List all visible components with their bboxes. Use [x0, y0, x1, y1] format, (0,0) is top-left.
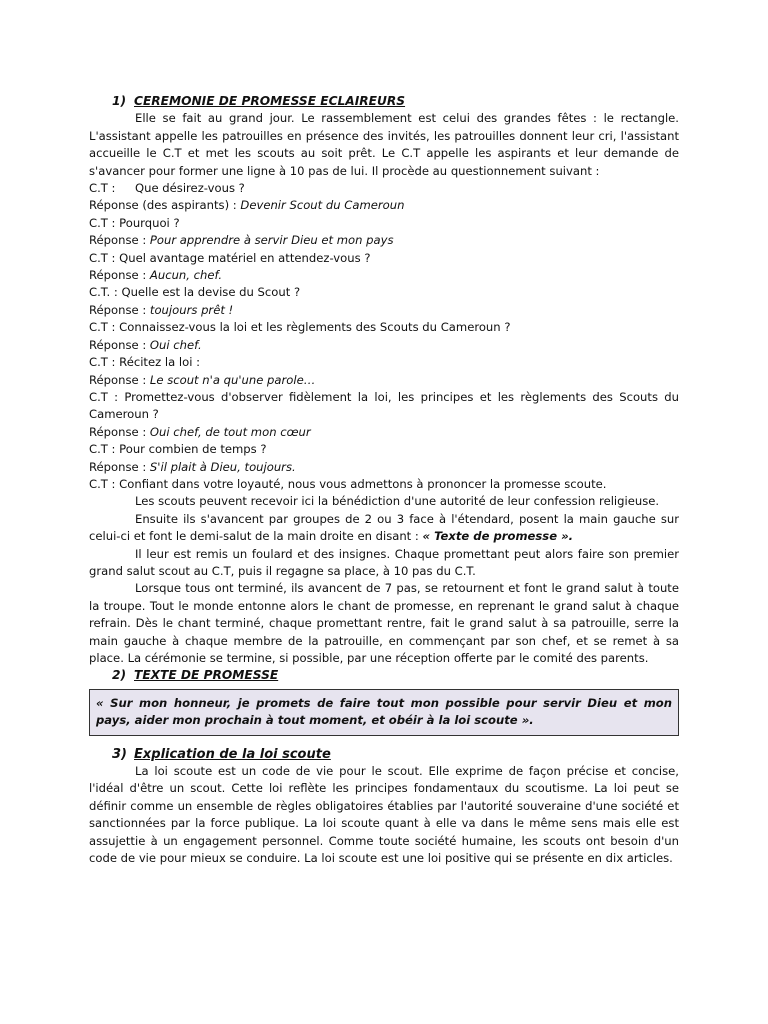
section-heading-ceremonie: [112, 93, 679, 110]
dialogue-speaker: Réponse :: [89, 268, 147, 283]
dialogue-text: S'il plait à Dieu, toujours.: [149, 459, 296, 474]
etendard-text: Ensuite ils s'avancent par groupes de 2 ou 3 face à l'étendard, posent la main gauche sur celui-ci et font le demi-salut de la main droite en disant :: [89, 511, 679, 544]
dialogue-line: [89, 441, 679, 458]
dialogue-line: [89, 215, 679, 232]
dialogue-speaker: Réponse :: [89, 337, 147, 352]
dialogue-line: [89, 232, 679, 249]
dialogue-line: [89, 250, 679, 267]
dialogue-speaker: Réponse (des aspirants) :: [89, 198, 237, 213]
section-heading-explication: [112, 746, 679, 763]
dialogue-line: [89, 476, 679, 493]
dialogue-line: [89, 372, 679, 389]
dialogue-speaker: C.T :: [89, 250, 116, 265]
dialogue-speaker: C.T. :: [89, 285, 118, 300]
section-number: 1): [112, 94, 127, 108]
section-heading-texte-promesse: [112, 667, 679, 684]
dialogue-line: [89, 459, 679, 476]
dialogue-line: [89, 197, 679, 214]
dialogue-text: Devenir Scout du Cameroun: [240, 198, 405, 213]
dialogue-text: Pourquoi ?: [119, 215, 180, 230]
section-number: 3): [112, 746, 127, 762]
dialogue-speaker: C.T :: [89, 355, 116, 370]
dialogue-speaker: Réponse :: [89, 372, 147, 387]
foulard-paragraph: Il leur est remis un foulard et des insignes. Chaque promettant peut alors faire son premier grand salut scout au C.T, puis il regagne sa place, à 10 pas du C.T.: [89, 546, 679, 578]
dialogue-speaker: Réponse :: [89, 233, 147, 248]
document-page: [89, 93, 679, 867]
dialogue-list: [89, 180, 679, 493]
etendard-bold-text: « Texte de promesse ».: [422, 529, 574, 544]
dialogue-speaker: C.T :: [89, 320, 116, 335]
dialogue-speaker: C.T :: [89, 215, 116, 230]
dialogue-text: Quelle est la devise du Scout ?: [121, 285, 301, 300]
dialogue-line: [89, 180, 679, 197]
dialogue-text: Pour apprendre à servir Dieu et mon pays: [149, 233, 394, 248]
promise-box: « Sur mon honneur, je promets de faire tout mon possible pour servir Dieu et mon pays, aider mon prochain à tout moment, et obéir à la loi scoute ».: [89, 689, 679, 736]
dialogue-text: Pour combien de temps ?: [119, 442, 267, 457]
dialogue-text: Aucun, chef.: [149, 268, 223, 283]
dialogue-line: [89, 354, 679, 371]
dialogue-line: [89, 424, 679, 441]
dialogue-line: [89, 319, 679, 336]
section-title: CEREMONIE DE PROMESSE ECLAIREURS: [134, 94, 406, 108]
dialogue-text: Connaissez-vous la loi et les règlements des Scouts du Cameroun ?: [119, 320, 511, 335]
dialogue-text: toujours prêt !: [149, 302, 234, 317]
section-number: 2): [112, 668, 127, 683]
intro-paragraph: Elle se fait au grand jour. Le rassemblement est celui des grandes fêtes : le rectangle. L'assistant appelle les patrouilles en présence des invités, les patrouilles donnent leur cri, l'assistant accueille le C.T et met les scouts au soit prêt. Le C.T appelle les aspirants et leur demande de s'avancer pour former une ligne à 10 pas de lui. Il procède au questionnement suivant :: [89, 111, 679, 178]
dialogue-text: Récitez la loi :: [119, 355, 201, 370]
dialogue-text: Le scout n'a qu'une parole…: [149, 372, 316, 387]
dialogue-text: Que désirez-vous ?: [135, 181, 245, 196]
section-title: Explication de la loi scoute: [134, 746, 331, 762]
dialogue-text: Confiant dans votre loyauté, nous vous admettons à prononcer la promesse scoute.: [119, 476, 607, 491]
dialogue-speaker: Réponse :: [89, 424, 147, 439]
benediction-paragraph: Les scouts peuvent recevoir ici la bénédiction d'une autorité de leur confession religieuse.: [135, 494, 660, 509]
dialogue-speaker: C.T :: [89, 476, 116, 491]
dialogue-speaker: Réponse :: [89, 459, 147, 474]
dialogue-speaker: Réponse :: [89, 302, 147, 317]
dialogue-line: [89, 284, 679, 301]
dialogue-line: [89, 267, 679, 284]
dialogue-speaker: C.T :: [89, 181, 116, 196]
dialogue-text: Oui chef.: [149, 337, 202, 352]
dialogue-line: [89, 389, 679, 424]
dialogue-text: Quel avantage matériel en attendez-vous ?: [119, 250, 371, 265]
etendard-paragraph: [89, 511, 679, 546]
fin-paragraph: Lorsque tous ont terminé, ils avancent de 7 pas, se retournent et font le grand salut à toute la troupe. Tout le monde entonne alors le chant de promesse, en reprenant le grand salut à chaque refrain. Dès le chant terminé, chaque promettant rentre, fait le grand salut à sa patrouille, serre la main gauche à chaque membre de la patrouille, en commençant par son chef, et se remet à sa place. La cérémonie se termine, si possible, par une réception offerte par le comité des parents.: [89, 581, 679, 665]
dialogue-line: [89, 337, 679, 354]
dialogue-text: Promettez-vous d'observer fidèlement la loi, les principes et les règlements des Scouts du Cameroun ?: [89, 389, 679, 422]
dialogue-speaker: C.T :: [89, 389, 119, 404]
dialogue-speaker: C.T :: [89, 442, 116, 457]
section-title: TEXTE DE PROMESSE: [134, 668, 279, 683]
explication-paragraph: La loi scoute est un code de vie pour le scout. Elle exprime de façon précise et concise, l'idéal d'être un scout. Cette loi reflète les principes fondamentaux du scoutisme. La loi peut se définir comme un ensemble de règles obligatoires établies par l'autorité souveraine d'une société et sanctionnées par la force publique. La loi scoute quant à elle va dans le même sens mais elle est assujettie à un engagement personnel. Comme toute société humaine, les scouts ont besoin d'un code de vie pour mieux se conduire. La loi scoute est une loi positive qui se présente en dix articles.: [89, 764, 679, 866]
dialogue-line: [89, 302, 679, 319]
dialogue-text: Oui chef, de tout mon cœur: [149, 424, 311, 439]
